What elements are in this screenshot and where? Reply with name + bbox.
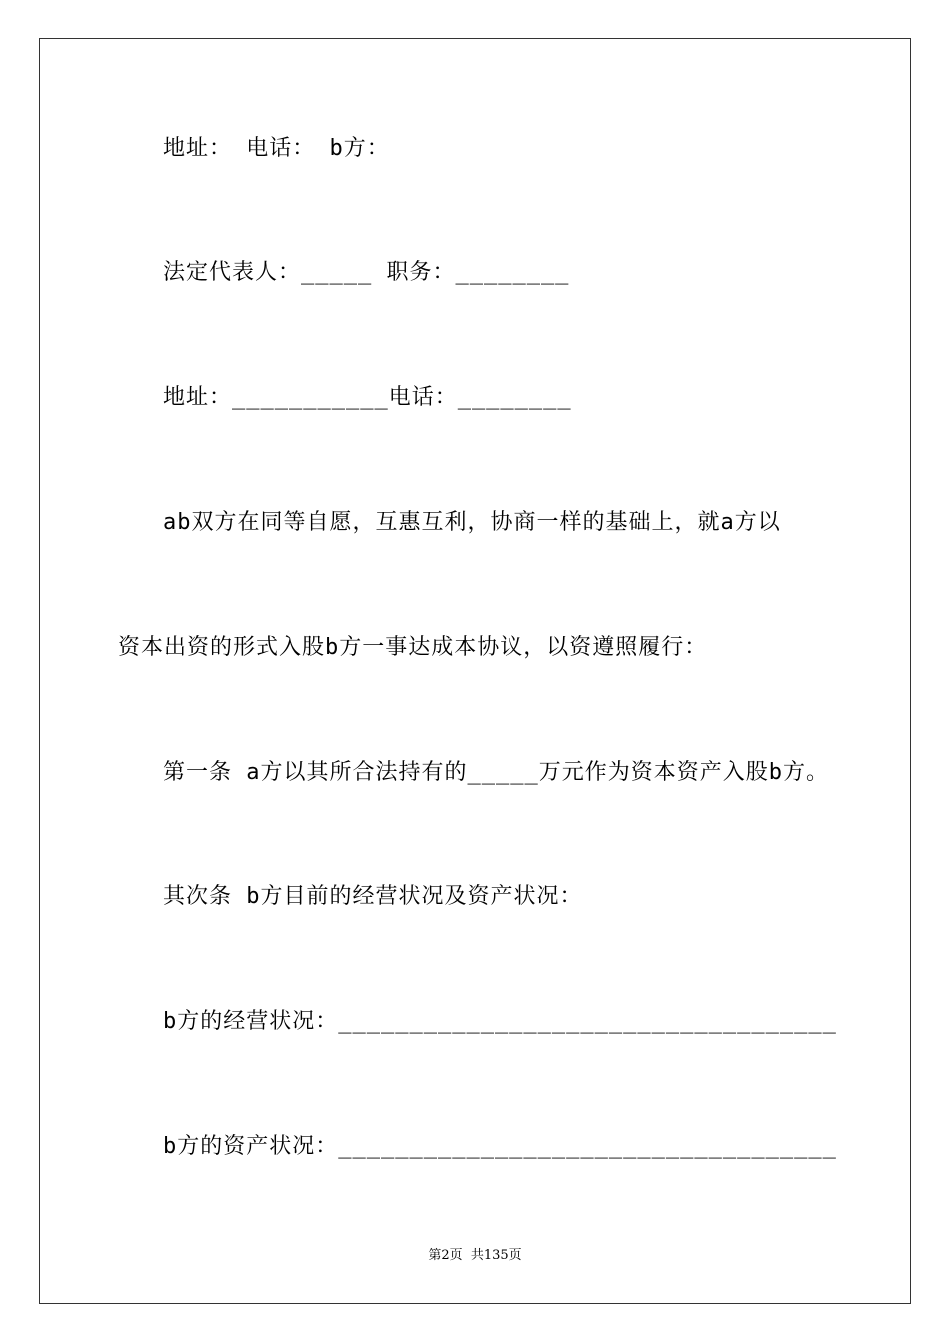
party-b-address-phone-line: 地址：___________电话：________: [163, 385, 572, 410]
legal-representative-line: 法定代表人：_____ 职务：________: [163, 260, 570, 285]
page-border: [39, 38, 911, 1304]
agreement-intro-line-2: 资本出资的形式入股b方一事达成本协议，以资遵照履行：: [118, 635, 708, 660]
article-one: 第一条 a方以其所合法持有的_____万元作为资本资产入股b方。: [163, 760, 829, 785]
party-b-asset-status-line: b方的资产状况：___________________________________: [163, 1134, 837, 1159]
agreement-intro-line-1: ab双方在同等自愿，互惠互利，协商一样的基础上，就a方以: [163, 510, 781, 535]
article-two: 其次条 b方目前的经营状况及资产状况：: [163, 884, 583, 909]
page-number-footer: 第2页 共135页: [428, 1248, 522, 1263]
party-b-operating-status-line: b方的经营状况：___________________________________: [163, 1009, 837, 1034]
party-a-address-phone-line: 地址： 电话： b方：: [163, 136, 390, 161]
